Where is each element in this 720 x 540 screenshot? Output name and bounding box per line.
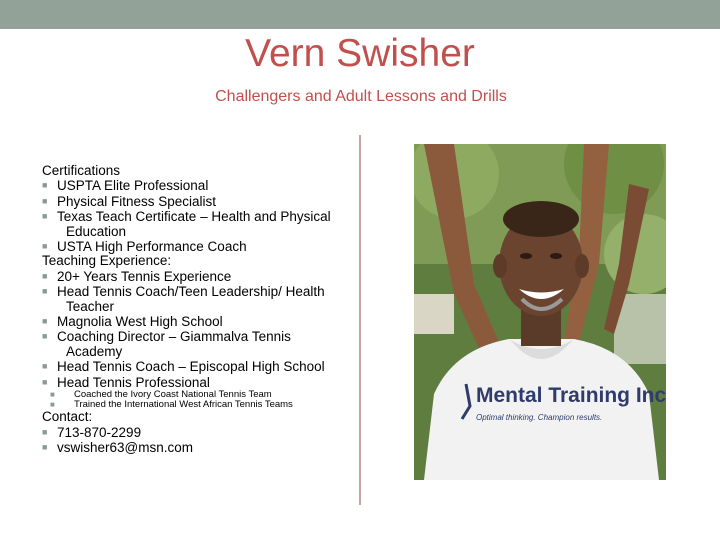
bullet-icon: ■ [42,241,48,252]
bullet-icon: ■ [42,331,48,342]
list-item: ■ Coaching Director – Giammalva Tennis Academy [42,329,291,359]
bullet-icon: ■ [42,180,48,191]
bullet-icon: ■ [42,376,48,387]
list-item: ■ Physical Fitness Specialist [42,193,217,209]
sub-list-item: ■ Trained the International West African Tennis Teams [50,399,293,411]
list-item: ■ Head Tennis Coach – Episcopal High School [42,359,325,375]
vertical-divider [359,135,361,505]
list-item: ■ Texas Teach Certificate – Health and Physical Education [42,209,331,239]
list-item: ■ Head Tennis Coach/Teen Leadership/ Health Teacher [42,284,325,314]
bullet-icon: ■ [42,426,48,437]
slide-subtitle: Challengers and Adult Lessons and Drills [215,88,507,105]
bullet-icon: ■ [42,316,48,327]
contact-email: ■ vswisher63@msn.com [42,439,193,455]
bullet-icon: ■ [42,211,48,222]
list-item: ■ Magnolia West High School [42,314,223,330]
bullet-icon: ■ [42,441,48,452]
bio-text [42,164,342,455]
experience-heading: Teaching Experience: [42,253,172,269]
bullet-icon: ■ [42,286,48,297]
bullet-icon: ■ [42,270,48,281]
certifications-heading: Certifications [42,163,121,178]
bullet-icon: ■ [50,390,55,400]
shirt-logo-text: Mental Training Inc [476,384,666,407]
list-item: ■ 20+ Years Tennis Experience [42,268,232,284]
sub-list-item: ■ Coached the Ivory Coast National Tennis Team [50,389,272,401]
contact-phone: ■ 713-870-2299 [42,424,142,440]
bullet-icon: ■ [42,361,48,372]
list-item: ■ Head Tennis Professional [42,374,210,390]
bullet-icon: ■ [42,195,48,206]
top-banner [0,0,720,29]
contact-heading: Contact: [42,409,93,425]
bullet-icon: ■ [50,400,55,410]
shirt-tagline-text: Optimal thinking. Champion results. [476,413,603,422]
list-item: ■ USTA High Performance Coach [42,239,247,255]
list-item: ■ USPTA Elite Professional [42,178,209,194]
slide-title: Vern Swisher [245,32,475,75]
coach-photo [414,144,666,480]
